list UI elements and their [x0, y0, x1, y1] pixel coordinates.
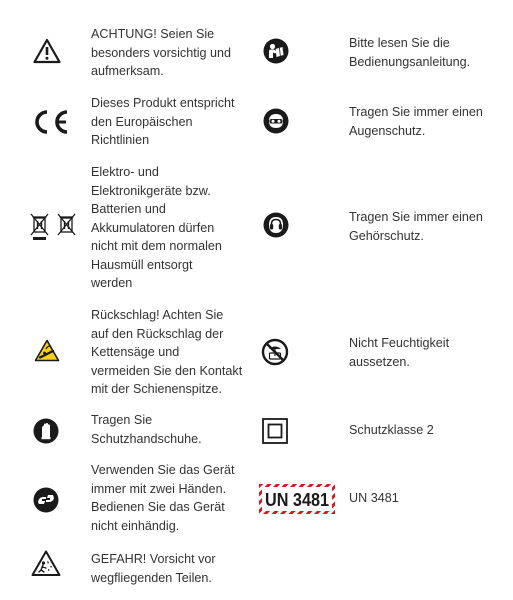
kickback-warning-icon — [34, 339, 60, 362]
two-hands-text: Verwenden Sie das Gerät immer mit zwei Händen. Bedienen Sie das Gerät nicht einhändig. — [91, 463, 235, 533]
eye-protection-text: Tragen Sie immer einen Augenschutz. — [349, 105, 483, 138]
warning-triangle-icon — [33, 38, 61, 64]
flying-debris-text: GEFAHR! Vorsicht vor wegfliegenden Teilen. — [91, 552, 216, 585]
un-3481-label-icon — [259, 484, 335, 514]
ear-protection-text: Tragen Sie immer einen Gehörschutz. — [349, 210, 483, 243]
ce-mark-icon — [31, 109, 71, 135]
un-3481-text: UN 3481 — [349, 491, 399, 505]
protection-class-2-icon — [262, 418, 288, 444]
weee-text: Elektro- und Elektronikgeräte bzw. Batterien und Akkumulatoren dürfen nicht mit dem normalen Hausmüll entsorgt werden — [91, 165, 222, 290]
weee-disposal-icon — [29, 212, 81, 242]
read-manual-icon — [263, 38, 289, 64]
two-hands-icon — [33, 487, 59, 513]
no-moisture-text: Nicht Feuchtigkeit aussetzen. — [349, 336, 450, 369]
gloves-text: Tragen Sie Schutzhandschuhe. — [91, 413, 202, 446]
read-manual-text: Bitte lesen Sie die Bedienungsanleitung. — [349, 36, 471, 69]
no-moisture-icon — [261, 338, 289, 366]
kickback-text: Rückschlag! Achten Sie auf den Rückschlag der Kettensäge und vermeiden Sie den Kontakt mit der Schienenspitze. — [91, 308, 243, 396]
gloves-icon — [33, 418, 59, 444]
un-label-text: UN 3481 — [265, 490, 329, 510]
protection-class-text: Schutzklasse 2 — [349, 423, 434, 437]
flying-debris-icon — [31, 550, 61, 577]
eye-protection-icon — [263, 108, 289, 134]
ce-text: Dieses Produkt entspricht den Europäischen Richtlinien — [91, 96, 235, 147]
warning-text: ACHTUNG! Seien Sie besonders vorsichtig und aufmerksam. — [91, 27, 232, 78]
ear-protection-icon — [263, 212, 289, 238]
